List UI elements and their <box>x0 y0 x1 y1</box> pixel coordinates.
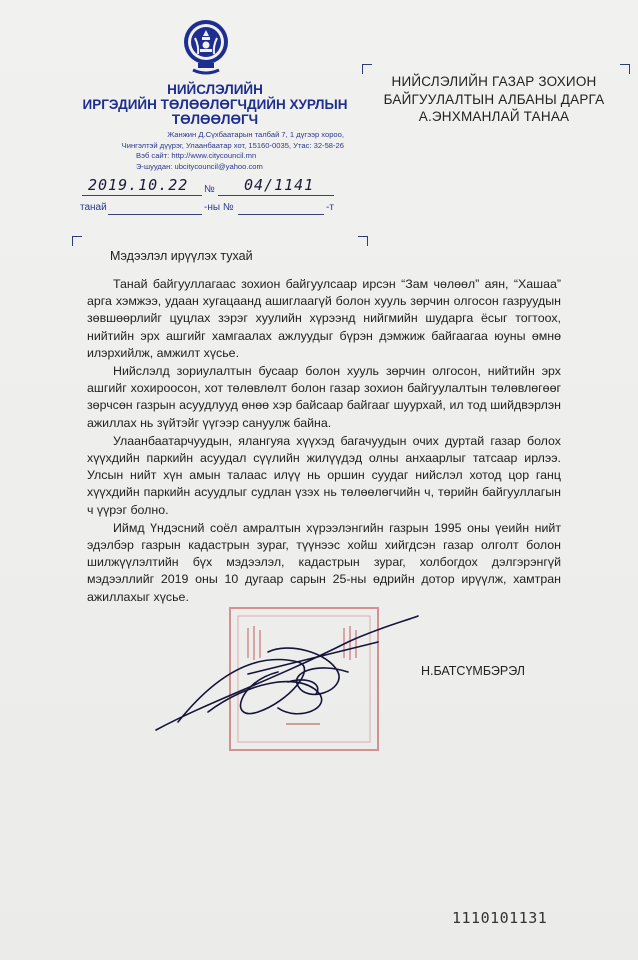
org-line-3: ТӨЛӨӨЛӨГЧ <box>171 112 259 127</box>
your-suffix: -т <box>326 202 334 213</box>
your-date-underline <box>108 214 202 215</box>
letter-subject: Мэдээлэл ирүүлэх тухай <box>110 249 253 263</box>
sender-organization <box>70 82 360 127</box>
date-underline <box>82 195 202 196</box>
paragraph: Нийслэлд зориулалтын бусаар болон хууль зөрчин олгосон, нийтийн эрх ашгийг хохироосон, хот төлөвлөлт болон газар зохион байгуулалтын төлөвлөгөөг зөрчсөн газрын асуудлууд өнөө хэр байсаар байгааг шуурхай, ил тод шийдвэрлэн ажиллах нь зүйтэйг үүгээр сануулж байна. <box>87 364 561 430</box>
website: Вэб сайт: http://www.citycouncil.mn <box>136 151 257 161</box>
recipient-line-1: НИЙСЛЭЛИЙН ГАЗАР ЗОХИОН <box>391 74 597 89</box>
recipient-corner-right <box>620 64 630 74</box>
letter-number: 04/1141 <box>244 176 315 194</box>
number-underline <box>218 195 334 196</box>
email: Э-шуудан: ubcitycouncil@yahoo.com <box>136 161 263 171</box>
address-line-1: Жанжин Д.Сүхбаатарын талбай 7, 1 дүгээр хороо, <box>167 130 344 139</box>
paragraph: Танай байгууллагаас зохион байгуулсаар ирсэн “Зам чөлөөл” аян, “Хашаа” арга хэмжээ, удаан хугацаанд ашиглаагүй болон хууль зөрчин олгосон газруудын зөвшөөрлийг цуцлах зэрэг хуулийн хүрээнд нийгмийн шударга ёсыг тогтоох, нийтийн эрх ашгийг хамгаалах ажлуудыг бүрэн дэмжиж байгаагаа юуны өмнө илэрхийлж, амжилт хүсье. <box>87 277 561 360</box>
paragraph: Улаанбаатарчуудын, ялангуяа хүүхэд багачуудын очих дуртай газар болох хүүхдийн паркийн асуудал сүүлийн жилүүдэд олны анхаарлыг татсаар ирлээ. Улсын нийт хүн амын талаас илүү нь оршин суудаг нийслэл хотод цор ганц хүүхдийн паркийн асуудлыг судлан үзэх нь төлөөлөгчийн ч, төрийн байгууллагын ч үүрэг болно. <box>87 433 561 517</box>
org-line-1: НИЙСЛЭЛИЙН <box>167 82 263 97</box>
subject-corner-left <box>72 236 82 246</box>
letter-body <box>87 276 561 607</box>
state-emblem-icon <box>181 16 231 78</box>
sender-contact <box>80 130 344 172</box>
address-line-2: Чингэлтэй дүүрэг, Улаанбаатар хот, 15160-0035, Утас: 32-58-26 <box>121 140 344 150</box>
recipient-line-2: БАЙГУУЛАЛТЫН АЛБАНЫ ДАРГА <box>383 91 605 107</box>
number-label: № <box>204 184 215 195</box>
org-line-2: ИРГЭДИЙН ТӨЛӨӨЛӨГЧДИЙН ХУРЛЫН <box>82 97 348 112</box>
your-number-label: -ны № <box>204 202 234 213</box>
paragraph: Иймд Үндэсний соёл амралтын хүрээлэнгийн газрын 1995 оны үеийн нийт эдэлбэр газрын кадастрын зураг, түүнээс хойш хийгдсэн газар олголт болон шилжүүлэлтийн бүх мэдээлэл, кадастрын зураг, холбогдох дэлгэрэнгүй мэдээллийг 2019 оны 10 дугаар сарын 25-ны өдрийн дотор ирүүлж, хамтран ажиллахыг хүсье. <box>87 520 561 604</box>
subject-corner-right <box>358 236 368 246</box>
registration-number: 1110101131 <box>452 909 548 927</box>
signer-name: Н.БАТСҮМБЭРЭЛ <box>421 664 525 678</box>
recipient-line-3: А.ЭНХМАНЛАЙ ТАНАА <box>418 109 570 124</box>
letter-date: 2019.10.22 <box>88 176 189 194</box>
your-number-underline <box>238 214 324 215</box>
handwritten-signature-icon <box>148 612 423 742</box>
your-label: танай <box>80 202 107 213</box>
recipient-block <box>370 73 618 126</box>
